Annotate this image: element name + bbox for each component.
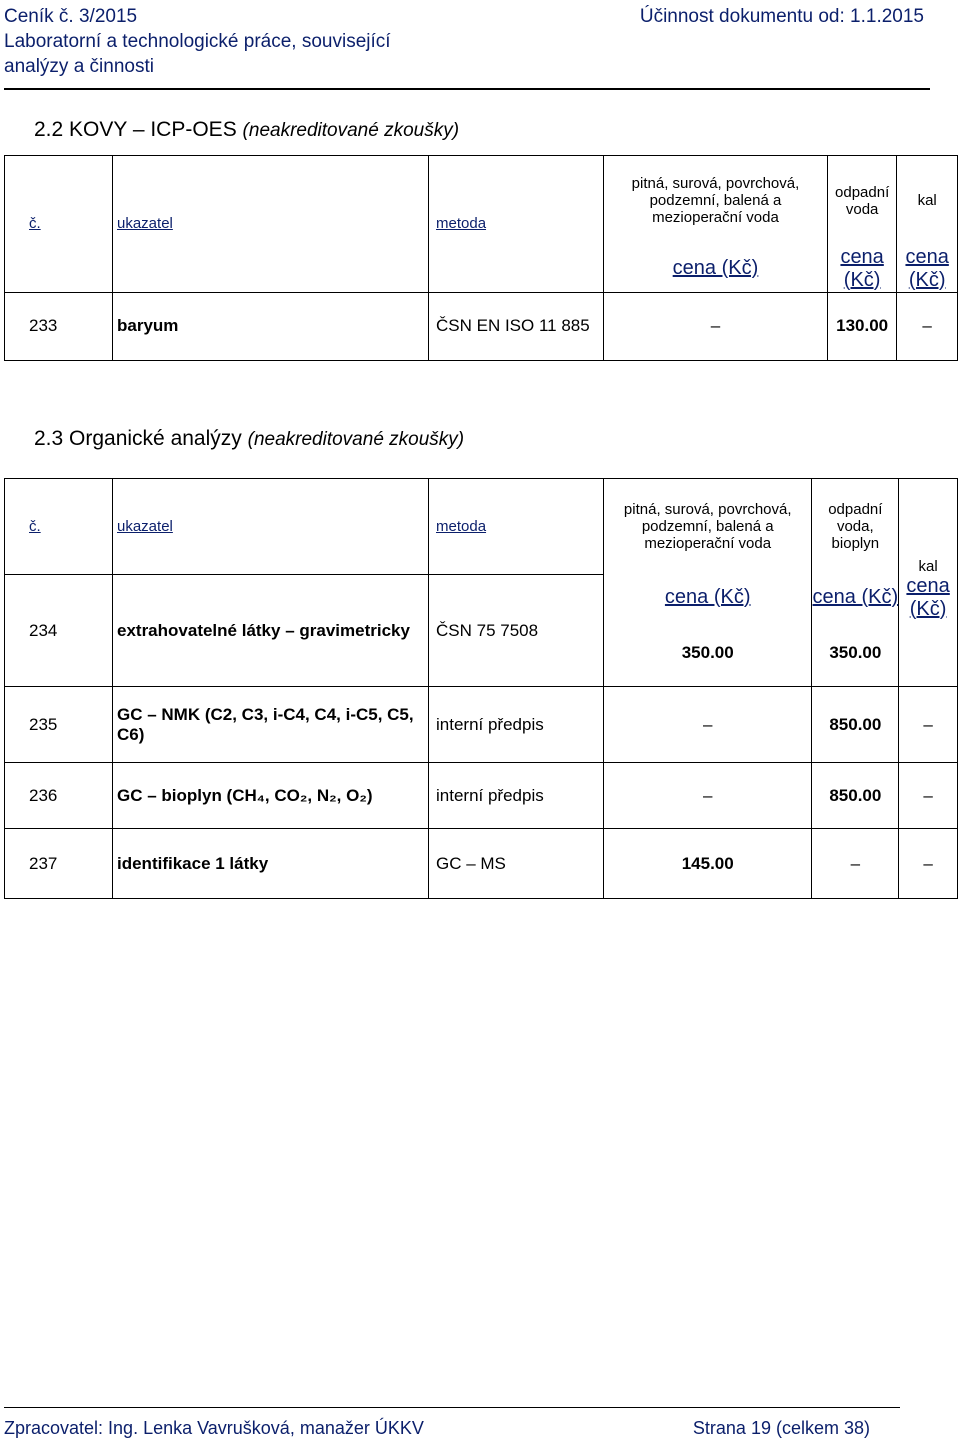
footer-divider (4, 1407, 900, 1408)
pricelist-number: Ceník č. 3/2015 (4, 6, 138, 27)
table-row: 233 baryum ČSN EN ISO 11 885 – 130.00 – (5, 292, 958, 360)
table-row: 236 GC – bioplyn (CH₄, CO₂, N₂, O₂) interní předpis – 850.00 – (5, 763, 958, 829)
header-title-line2: analýzy a činnosti (4, 56, 154, 77)
price-header-row: 234 extrahovatelné látky – gravimetricky ČSN 75 7508 cena (Kč) cena (Kč) cena (Kč) (5, 575, 958, 621)
organic-table (4, 478, 958, 899)
price-header-row: cena (Kč) cena (Kč) cena (Kč) (5, 246, 958, 293)
table-row: 237 identifikace 1 látky GC – MS 145.00 – – (5, 829, 958, 899)
author: Zpracovatel: Ing. Lenka Vavrušková, manažer ÚKKV (4, 1418, 424, 1438)
header-divider (4, 88, 930, 90)
table-row: 235 GC – NMK (C2, C3, i-C4, C4, i-C5, C5, C6) interní předpis – 850.00 – (5, 687, 958, 763)
metals-table (4, 155, 958, 361)
header-title-line1: Laboratorní a technologické práce, související (4, 31, 391, 52)
page-number: Strana 19 (celkem 38) (692, 1418, 870, 1438)
effective-date: Účinnost dokumentu od: 1.1.2015 (639, 6, 924, 27)
table-row: 350.00 350.00 (5, 621, 958, 687)
page-footer (4, 1418, 870, 1439)
table-header-row: č. ukazatel metoda pitná, surová, povrchová, podzemní, balená a mezioperační voda odpadní voda, bioplyn kal (5, 479, 958, 575)
section-title-organic: 2.3 Organické analýzy (neakreditované zkoušky) (34, 427, 465, 450)
section-title-metals: 2.2 KOVY – ICP-OES (neakreditované zkoušky) (34, 118, 460, 141)
table-header-row: č. ukazatel metoda pitná, surová, povrchová, podzemní, balená a mezioperační voda odpadní voda kal (5, 156, 958, 246)
page-header (4, 4, 924, 79)
